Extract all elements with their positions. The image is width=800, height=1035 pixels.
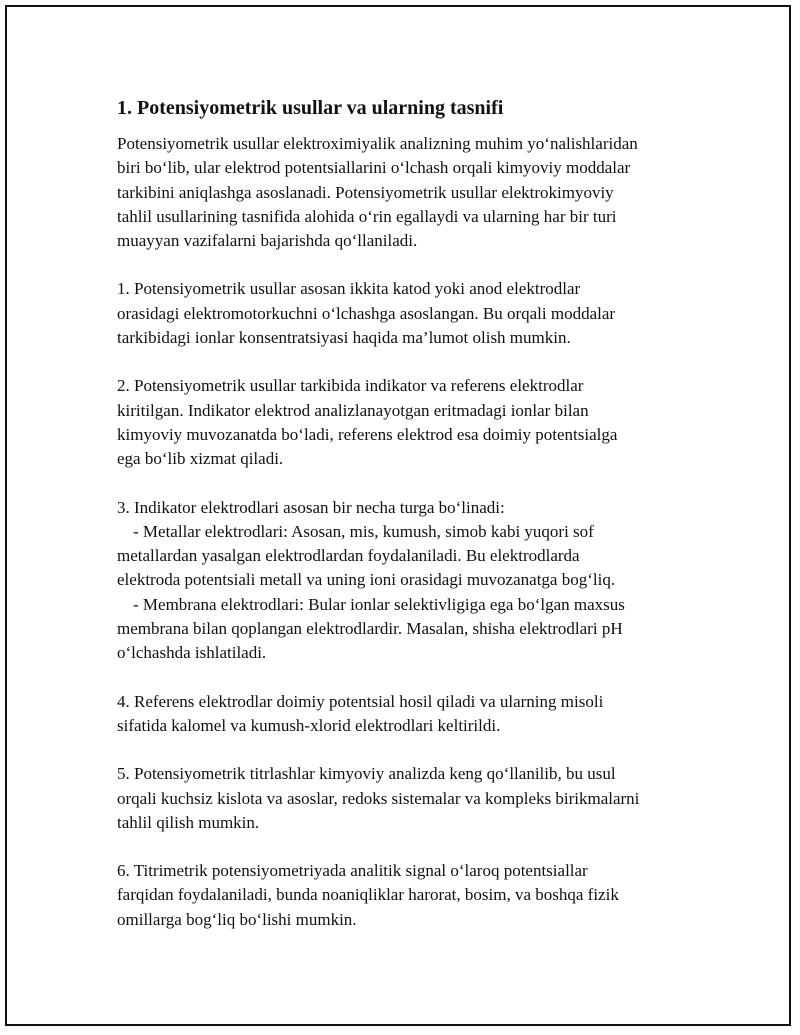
text-line: o‘lchashda ishlatiladi. (117, 643, 267, 663)
text-line: ega bo‘lib xizmat qiladi. (117, 449, 284, 469)
paragraph-gap (117, 835, 717, 859)
text-line: tarkibidagi ionlar konsentratsiyasi haqida ma’lumot olish mumkin. (117, 328, 571, 348)
text-line: sifatida kalomel va kumush-xlorid elektrodlari keltirildi. (117, 715, 501, 735)
paragraph-gap (117, 350, 717, 374)
text-line: 3. Indikator elektrodlari asosan bir necha turga bo‘linadi: (117, 497, 505, 517)
text-line: orasidagi elektromotorkuchni o‘lchashga asoslangan. Bu orqali moddalar (117, 303, 616, 323)
text-line: orqali kuchsiz kislota va asoslar, redoks sistemalar va kompleks birikmalarni (117, 788, 640, 808)
list-item-3 (117, 496, 717, 666)
text-line: 2. Potensiyometrik usullar tarkibida indikator va referens elektrodlar (117, 376, 584, 396)
intro-paragraph (117, 132, 717, 253)
text-line: kimyoviy muvozanatda bo‘ladi, referens elektrod esa doimiy potentsialga (117, 424, 618, 444)
text-line: omillarga bog‘liq bo‘lishi mumkin. (117, 909, 357, 929)
text-line: biri bo‘lib, ular elektrod potentsiallarini o‘lchash orqali kimyoviy moddalar (117, 158, 631, 178)
list-item-5 (117, 762, 717, 835)
text-line: kiritilgan. Indikator elektrod analizlanayotgan eritmadagi ionlar bilan (117, 400, 589, 420)
text-line: tahlil qilish mumkin. (117, 812, 260, 832)
text-line: 5. Potensiyometrik titrlashlar kimyoviy analizda keng qo‘llanilib, bu usul (117, 764, 616, 784)
text-line: 1. Potensiyometrik usullar asosan ikkita katod yoki anod elektrodlar (117, 279, 581, 299)
list-item-1 (117, 277, 717, 350)
text-line: 4. Referens elektrodlar doimiy potentsial hosil qiladi va ularning misoli (117, 691, 604, 711)
text-line: 6. Titrimetrik potensiyometriyada analitik signal o‘laroq potentsiallar (117, 861, 588, 881)
text-line: metallardan yasalgan elektrodlardan foydalaniladi. Bu elektrodlarda (117, 546, 580, 566)
text-line: tahlil usullarining tasnifida alohida o‘rin egallaydi va ularning har bir turi (117, 206, 617, 226)
text-line: - Metallar elektrodlari: Asosan, mis, kumush, simob kabi yuqori sof (133, 521, 594, 541)
text-line: farqidan foydalaniladi, bunda noaniqliklar harorat, bosim, va boshqa fizik (117, 885, 619, 905)
text-line: - Membrana elektrodlari: Bular ionlar selektivligiga ega bo‘lgan maxsus (133, 594, 625, 614)
paragraph-gap (117, 472, 717, 496)
text-line: elektroda potentsiali metall va uning ioni orasidagi muvozanatga bog‘liq. (117, 570, 616, 590)
document-body (117, 96, 717, 932)
text-line: membrana bilan qoplangan elektrodlardir. Masalan, shisha elektrodlari pH (117, 619, 623, 639)
sub-item-metal (117, 520, 717, 544)
text-line: Potensiyometrik usullar elektroximiyalik analizning muhim yo‘nalishlaridan (117, 134, 638, 153)
list-item-2 (117, 374, 717, 471)
paragraph-gap (117, 738, 717, 762)
list-item-4 (117, 690, 717, 739)
paragraph-gap (117, 253, 717, 277)
text-line: tarkibini aniqlashga asoslanadi. Potensiyometrik usullar elektrokimyoviy (117, 182, 614, 202)
text-line: muayyan vazifalarni bajarishda qo‘llaniladi. (117, 231, 418, 251)
paragraph-gap (117, 666, 717, 690)
sub-item-membrane (117, 593, 717, 617)
section-title: 1. Potensiyometrik usullar va ularning tasnifi (117, 97, 504, 119)
list-item-6 (117, 859, 717, 932)
